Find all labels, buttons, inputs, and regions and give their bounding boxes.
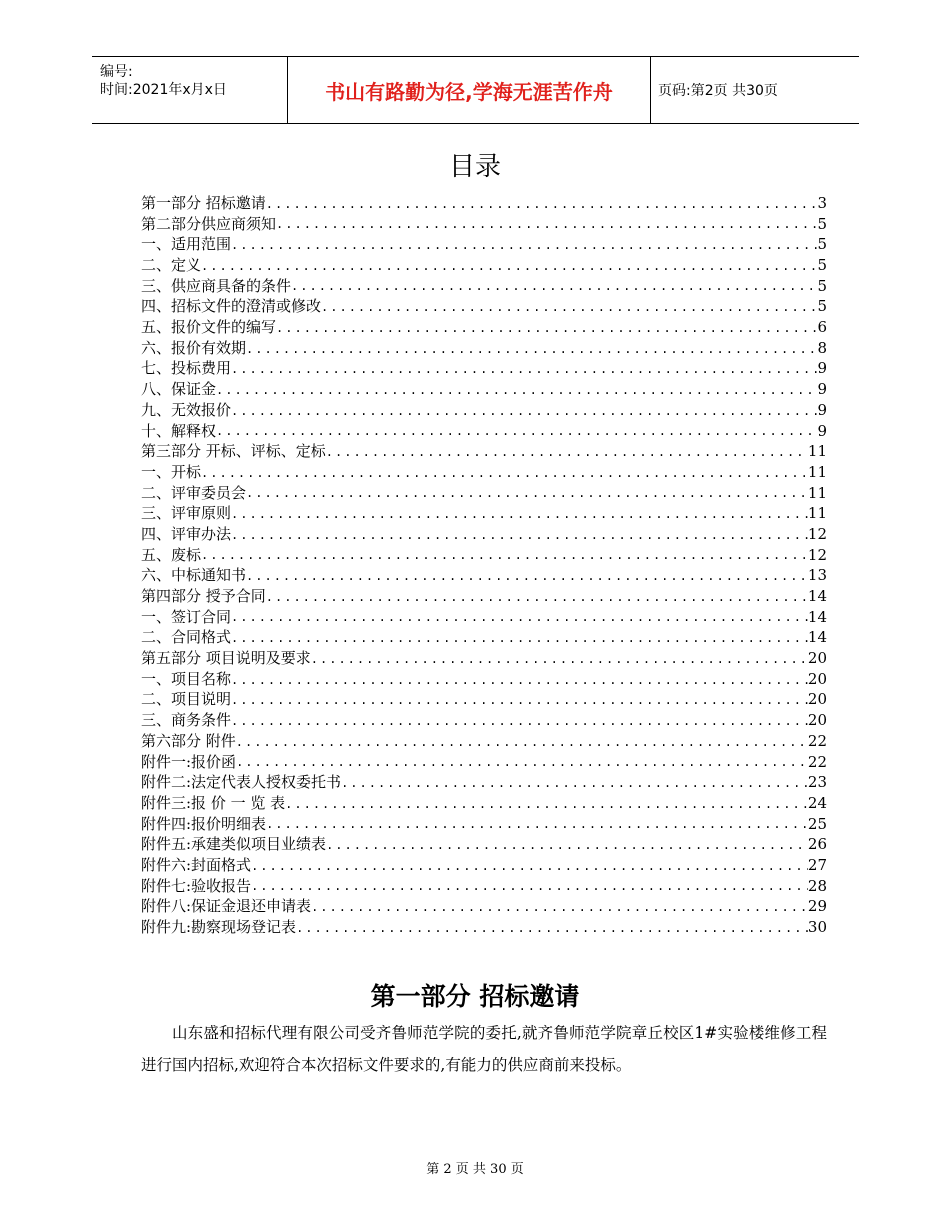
toc-leader-dots	[201, 545, 808, 565]
toc-entry-page: 9	[817, 380, 827, 399]
toc-entry[interactable]	[141, 503, 827, 524]
toc-leader-dots	[216, 380, 817, 400]
toc-entry-title: 四、招标文件的澄清或修改	[141, 297, 322, 316]
toc-entry-title: 附件九:勘察现场登记表	[141, 918, 297, 937]
toc-leader-dots	[251, 856, 808, 876]
toc-entry[interactable]	[141, 607, 827, 628]
toc-leader-dots	[231, 401, 817, 421]
toc-entry-page: 5	[817, 256, 827, 275]
toc-entry-title: 附件七:验收报告	[141, 876, 252, 895]
toc-entry-page: 30	[807, 918, 827, 937]
toc-entry[interactable]	[141, 690, 827, 711]
time-label: 时间:2021年x月x日	[100, 82, 227, 98]
toc-entry-page: 9	[817, 359, 827, 378]
toc-entry-title: 第六部分 附件	[141, 731, 236, 750]
toc-leader-dots	[311, 649, 808, 669]
toc-entry-page: 11	[807, 504, 827, 523]
toc-entry-page: 14	[807, 628, 827, 647]
toc-leader-dots	[231, 359, 817, 379]
toc-entry-title: 四、评审办法	[141, 524, 232, 543]
toc-entry-title: 第五部分 项目说明及要求	[141, 649, 311, 668]
toc-entry-title: 六、中标通知书	[141, 566, 247, 585]
toc-entry-page: 3	[817, 193, 827, 212]
toc-entry[interactable]	[141, 772, 827, 793]
toc-leader-dots	[231, 628, 808, 648]
toc-entry-page: 5	[817, 276, 827, 295]
toc-entry[interactable]	[141, 276, 827, 297]
toc-entry-title: 附件五:承建类似项目业绩表	[141, 835, 327, 854]
toc-entry[interactable]	[141, 359, 827, 380]
header-motto: 书山有路勤为径,学海无涯苦作舟	[325, 79, 613, 104]
toc-entry-title: 一、适用范围	[141, 235, 232, 254]
toc-entry[interactable]	[141, 338, 827, 359]
toc-leader-dots	[246, 339, 817, 359]
toc-entry[interactable]	[141, 379, 827, 400]
toc-leader-dots	[326, 835, 808, 855]
toc-entry-title: 八、保证金	[141, 380, 217, 399]
toc-entry-title: 十、解释权	[141, 421, 217, 440]
toc-entry[interactable]	[141, 296, 827, 317]
page-footer: 第 2 页 共 30 页	[426, 1162, 524, 1177]
toc-leader-dots	[231, 670, 808, 690]
toc-entry[interactable]	[141, 234, 827, 255]
toc-entry-title: 五、报价文件的编写	[141, 318, 277, 337]
toc-entry-page: 20	[807, 690, 827, 709]
toc-entry-page: 20	[807, 649, 827, 668]
toc-entry-page: 26	[807, 835, 827, 854]
toc-entry-title: 七、投标费用	[141, 359, 232, 378]
toc-entry[interactable]	[141, 193, 827, 214]
header-page-info: 页码:第2页 共30页	[658, 83, 778, 99]
header-motto-cell	[287, 57, 651, 123]
toc-entry-title: 附件四:报价明细表	[141, 814, 267, 833]
toc-entry-page: 5	[817, 214, 827, 233]
toc-entry-page: 5	[817, 297, 827, 316]
toc-leader-dots	[231, 504, 808, 524]
toc-entry[interactable]	[141, 855, 827, 876]
toc-entry-page: 28	[807, 876, 827, 895]
toc-entry[interactable]	[141, 441, 827, 462]
toc-entry[interactable]	[141, 400, 827, 421]
header-page-cell	[650, 57, 859, 123]
toc-entry-title: 五、废标	[141, 545, 202, 564]
toc-leader-dots	[246, 566, 808, 586]
toc-entry-page: 9	[817, 421, 827, 440]
toc-leader-dots	[266, 587, 808, 607]
toc-entry-title: 二、定义	[141, 256, 202, 275]
toc-leader-dots	[246, 483, 808, 503]
toc-leader-dots	[326, 442, 808, 462]
toc-entry-title: 第一部分 招标邀请	[141, 193, 266, 212]
toc-leader-dots	[231, 525, 808, 545]
toc-leader-dots	[276, 214, 817, 234]
toc-leader-dots	[201, 256, 817, 276]
toc-leader-dots	[201, 463, 808, 483]
toc-entry[interactable]	[141, 752, 827, 773]
toc-entry-title: 一、开标	[141, 462, 202, 481]
table-of-contents	[141, 193, 827, 938]
toc-entry-title: 一、项目名称	[141, 669, 232, 688]
toc-entry[interactable]	[141, 462, 827, 483]
toc-leader-dots	[276, 318, 817, 338]
toc-entry[interactable]	[141, 483, 827, 504]
toc-entry[interactable]	[141, 565, 827, 586]
toc-entry-title: 九、无效报价	[141, 400, 232, 419]
toc-entry[interactable]	[141, 545, 827, 566]
toc-entry-title: 六、报价有效期	[141, 338, 247, 357]
toc-leader-dots	[296, 918, 808, 938]
toc-leader-dots	[291, 276, 817, 296]
toc-entry[interactable]	[141, 214, 827, 235]
toc-leader-dots	[216, 421, 817, 441]
toc-entry-page: 13	[807, 566, 827, 585]
toc-entry-page: 29	[807, 897, 827, 916]
toc-entry[interactable]	[141, 917, 827, 938]
toc-entry-page: 22	[807, 731, 827, 750]
toc-leader-dots	[321, 297, 817, 317]
toc-entry-title: 三、商务条件	[141, 711, 232, 730]
toc-leader-dots	[266, 194, 818, 214]
toc-entry-page: 6	[817, 318, 827, 337]
section-title: 第一部分 招标邀请	[370, 982, 580, 1011]
toc-entry-title: 附件二:法定代表人授权委托书	[141, 773, 342, 792]
body-paragraph: 山东盛和招标代理有限公司受齐鲁师范学院的委托,就齐鲁师范学院章丘校区1#实验楼维修工程进行国内招标,欢迎符合本次招标文件要求的,有能力的供应商前来投标。	[141, 1024, 827, 1074]
toc-entry-page: 9	[817, 400, 827, 419]
toc-entry-page: 11	[807, 483, 827, 502]
toc-entry-title: 第三部分 开标、评标、定标	[141, 442, 326, 461]
toc-entry-page: 5	[817, 235, 827, 254]
toc-entry-title: 第四部分 授予合同	[141, 587, 266, 606]
toc-entry[interactable]	[141, 669, 827, 690]
toc-entry-page: 14	[807, 587, 827, 606]
toc-entry[interactable]	[141, 255, 827, 276]
toc-entry-page: 12	[807, 524, 827, 543]
toc-entry-page: 20	[807, 711, 827, 730]
toc-entry[interactable]	[141, 317, 827, 338]
toc-entry-page: 23	[807, 773, 827, 792]
toc-entry-title: 第二部分供应商须知	[141, 214, 277, 233]
toc-entry-page: 11	[807, 442, 827, 461]
toc-leader-dots	[341, 773, 808, 793]
toc-leader-dots	[311, 897, 808, 917]
toc-leader-dots	[285, 794, 808, 814]
toc-entry[interactable]	[141, 648, 827, 669]
toc-entry[interactable]	[141, 586, 827, 607]
toc-entry[interactable]	[141, 710, 827, 731]
toc-entry[interactable]	[141, 524, 827, 545]
toc-leader-dots	[251, 876, 808, 896]
toc-entry[interactable]	[141, 876, 827, 897]
toc-entry-title: 附件六:封面格式	[141, 855, 252, 874]
toc-entry-page: 27	[807, 855, 827, 874]
toc-entry-page: 11	[807, 462, 827, 481]
toc-entry[interactable]	[141, 896, 827, 917]
toc-entry-page: 8	[817, 338, 827, 357]
toc-leader-dots	[231, 711, 808, 731]
toc-entry-title: 一、签订合同	[141, 607, 232, 626]
toc-leader-dots	[266, 814, 808, 834]
toc-entry[interactable]	[141, 731, 827, 752]
code-label: 编号:	[100, 64, 133, 80]
toc-entry-title: 附件三:报 价 一 览 表	[141, 793, 286, 812]
toc-leader-dots	[231, 690, 808, 710]
toc-entry-page: 20	[807, 669, 827, 688]
toc-entry-title: 二、合同格式	[141, 628, 232, 647]
toc-leader-dots	[236, 732, 808, 752]
toc-entry-page: 12	[807, 545, 827, 564]
page-header	[92, 56, 859, 124]
toc-entry-title: 二、项目说明	[141, 690, 232, 709]
toc-leader-dots	[231, 235, 817, 255]
toc-title: 目录	[448, 152, 501, 182]
toc-entry-title: 三、供应商具备的条件	[141, 276, 292, 295]
header-meta	[92, 57, 287, 123]
toc-entry-title: 附件八:保证金退还申请表	[141, 897, 312, 916]
toc-leader-dots	[236, 752, 808, 772]
toc-entry-page: 22	[807, 752, 827, 771]
toc-entry-title: 附件一:报价函	[141, 752, 237, 771]
toc-entry-page: 14	[807, 607, 827, 626]
toc-entry[interactable]	[141, 793, 827, 814]
toc-entry-page: 25	[807, 814, 827, 833]
toc-leader-dots	[231, 607, 808, 627]
toc-entry-title: 三、评审原则	[141, 504, 232, 523]
toc-entry[interactable]	[141, 627, 827, 648]
toc-entry[interactable]	[141, 421, 827, 442]
toc-entry-title: 二、评审委员会	[141, 483, 247, 502]
toc-entry[interactable]	[141, 814, 827, 835]
toc-entry-page: 24	[807, 793, 827, 812]
toc-entry[interactable]	[141, 834, 827, 855]
